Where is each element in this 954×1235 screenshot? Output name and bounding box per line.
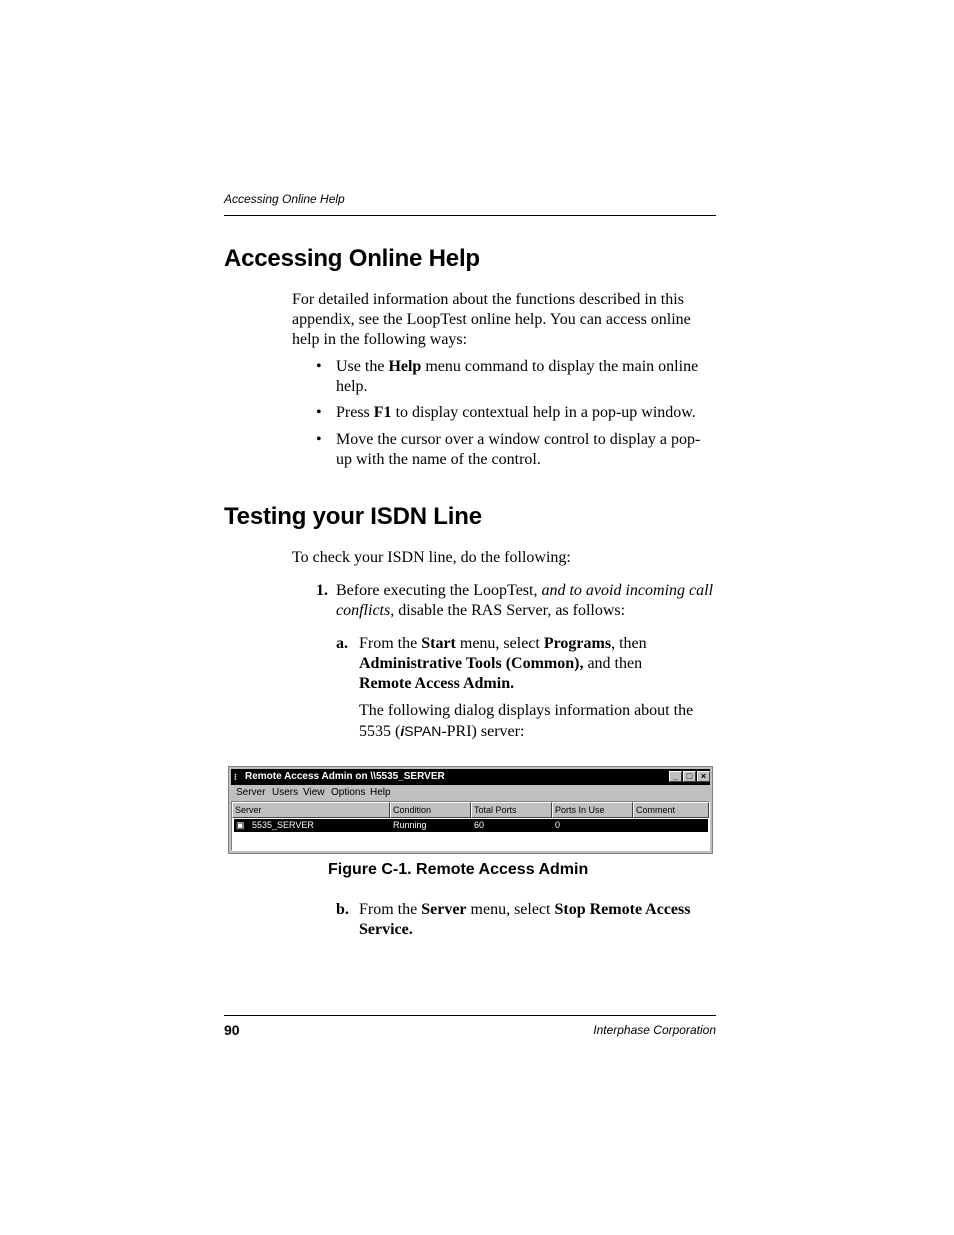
- step-letter-a: a.: [336, 635, 348, 652]
- step-a-text: From the Start menu, select Programs, then Administrative Tools (Common), and then Remote Access Admin.: [359, 635, 647, 692]
- section-title-online-help: Accessing Online Help: [224, 245, 480, 272]
- footer-rule: [224, 1015, 716, 1016]
- window-titlebar[interactable]: [231, 769, 710, 785]
- window-title: Remote Access Admin on \\5535_SERVER: [245, 771, 445, 782]
- running-header: Accessing Online Help: [224, 192, 345, 206]
- bullet-dot: •: [316, 431, 322, 448]
- step-1-text: Before executing the LoopTest, and to avoid incoming call conflicts, disable the RAS Server, as follows:: [336, 582, 714, 619]
- step-number-1: 1.: [316, 582, 328, 599]
- page-number: 90: [224, 1022, 240, 1038]
- maximize-button[interactable]: □: [683, 771, 696, 782]
- menu-users[interactable]: Users: [272, 787, 299, 798]
- remote-access-admin-window: [228, 766, 713, 854]
- step-b-text: From the Server menu, select Stop Remote Access Service.: [359, 901, 691, 938]
- cell-total-ports: 60: [474, 820, 485, 830]
- server-list: [231, 801, 710, 851]
- section-title-isdn: Testing your ISDN Line: [224, 503, 482, 530]
- server-icon: ▣: [236, 820, 245, 830]
- menu-view[interactable]: View: [303, 787, 325, 798]
- close-button[interactable]: ×: [697, 771, 710, 782]
- bullet-dot: •: [316, 404, 322, 421]
- bullet-item: • Use the Help menu command to display the main online help.: [316, 358, 699, 395]
- table-row[interactable]: [234, 819, 708, 832]
- cell-server: 5535_SERVER: [252, 820, 314, 830]
- bullet-dot: •: [316, 358, 322, 375]
- figure-caption: Figure C-1. Remote Access Admin: [328, 861, 589, 878]
- column-header-total-ports[interactable]: Total Ports: [471, 802, 552, 818]
- cell-condition: Running: [393, 820, 427, 830]
- column-header-ports-in-use[interactable]: Ports In Use: [552, 802, 633, 818]
- menu-help[interactable]: Help: [370, 787, 391, 798]
- column-header-condition[interactable]: Condition: [390, 802, 471, 818]
- bullet-item: • Press F1 to display contextual help in a pop-up window.: [316, 404, 696, 421]
- column-header-server[interactable]: Server: [232, 802, 390, 818]
- footer-company: Interphase Corporation: [593, 1023, 716, 1037]
- menu-bar: [231, 786, 710, 800]
- step-a-note: The following dialog displays information about the 5535 (iSPAN-PRI) server:: [359, 702, 694, 740]
- isdn-intro: To check your ISDN line, do the following:: [292, 549, 571, 566]
- column-header-comment[interactable]: Comment: [633, 802, 709, 818]
- step-letter-b: b.: [336, 901, 349, 918]
- menu-options[interactable]: Options: [331, 787, 366, 798]
- header-rule: [224, 215, 716, 216]
- online-help-intro: For detailed information about the functions described in this appendix, see the LoopTest online help. You can access online help in the following ways:: [292, 291, 691, 348]
- cell-ports-in-use: 0: [555, 820, 561, 830]
- menu-server[interactable]: Server: [236, 787, 266, 798]
- bullet-item: • Move the cursor over a window control to display a pop-up with the name of the control.: [316, 431, 701, 468]
- system-menu-icon[interactable]: ⁝: [234, 772, 237, 782]
- minimize-button[interactable]: _: [669, 771, 682, 782]
